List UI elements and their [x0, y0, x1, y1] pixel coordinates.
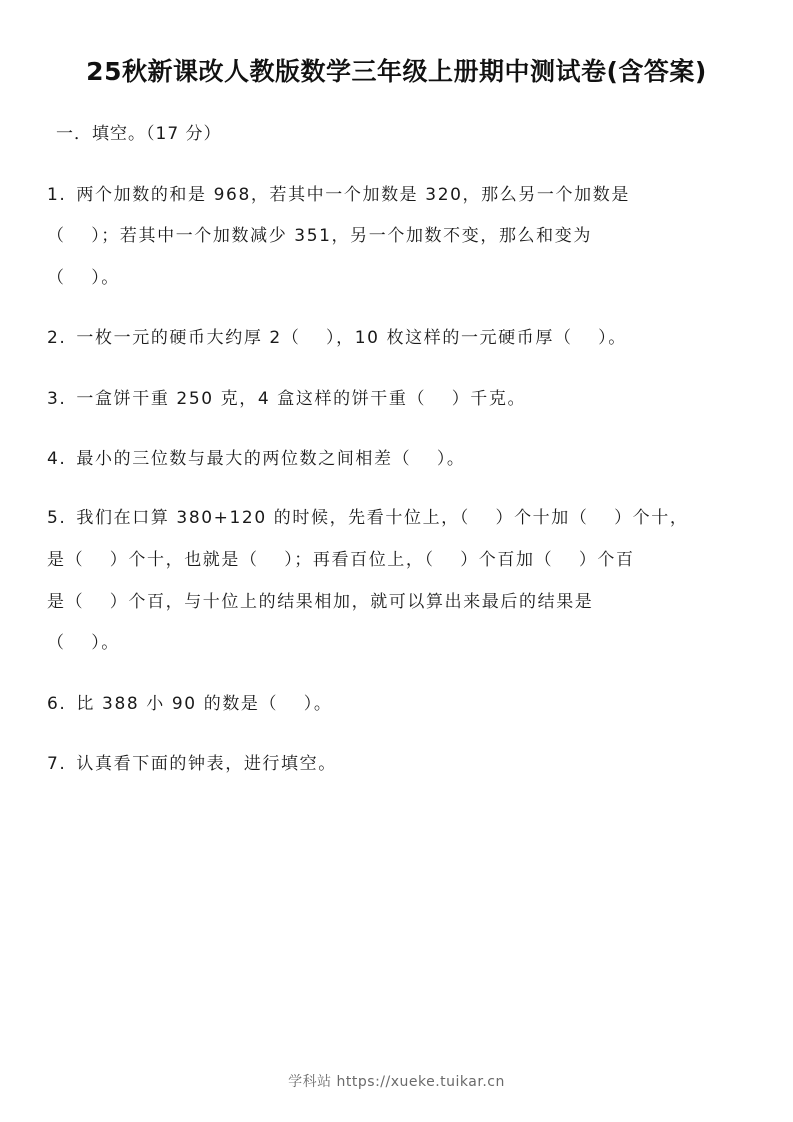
question-5-line-2: 是（ ）个十，也就是（ ）；再看百位上，（ ）个百加（ ）个百: [47, 550, 635, 570]
question-1-line-3: （ ）。: [47, 268, 120, 288]
question-4-text: 最小的三位数与最大的两位数之间相差（ ）。: [76, 449, 466, 469]
question-6-number: 6.: [47, 694, 67, 714]
question-1-text: 两个加数的和是 968，若其中一个加数是 320，那么另一个加数是: [76, 185, 630, 205]
footer-watermark: 学科站 https://xueke.tuikar.cn: [288, 1074, 505, 1090]
question-3-text: 一盒饼干重 250 克，4 盒这样的饼干重（ ）千克。: [76, 389, 527, 409]
page-title: 25秋新课改人教版数学三年级上册期中测试卷(含答案): [86, 57, 707, 86]
question-2-line-1: [47, 323, 627, 348]
question-2-text: 一枚一元的硬币大约厚 2（ ），10 枚这样的一元硬币厚（ ）。: [76, 328, 627, 348]
question-6-text: 比 388 小 90 的数是（ ）。: [76, 694, 333, 714]
question-1-line-1: [47, 180, 630, 205]
question-2-number: 2.: [47, 328, 67, 348]
question-7-line-1: [47, 749, 337, 774]
question-5-number: 5.: [47, 508, 67, 528]
question-7-number: 7.: [47, 754, 67, 774]
question-7-text: 认真看下面的钟表，进行填空。: [76, 754, 337, 774]
question-5-line-4: （ ）。: [47, 633, 120, 653]
question-5-line-3: 是（ ）个百，与十位上的结果相加，就可以算出来最后的结果是: [47, 592, 594, 612]
question-1-line-2: （ ）；若其中一个加数减少 351，另一个加数不变，那么和变为: [47, 226, 592, 246]
question-4-number: 4.: [47, 449, 67, 469]
question-3-line-1: [47, 384, 526, 409]
question-5-line-1: [47, 503, 688, 528]
question-5-text: 我们在口算 380+120 的时候，先看十位上，（ ）个十加（ ）个十，: [76, 508, 689, 528]
section-heading: 一．填空。（17 分）: [56, 124, 222, 144]
question-3-number: 3.: [47, 389, 67, 409]
question-1-number: 1.: [47, 185, 67, 205]
question-4-line-1: [47, 444, 466, 469]
question-6-line-1: [47, 689, 332, 714]
